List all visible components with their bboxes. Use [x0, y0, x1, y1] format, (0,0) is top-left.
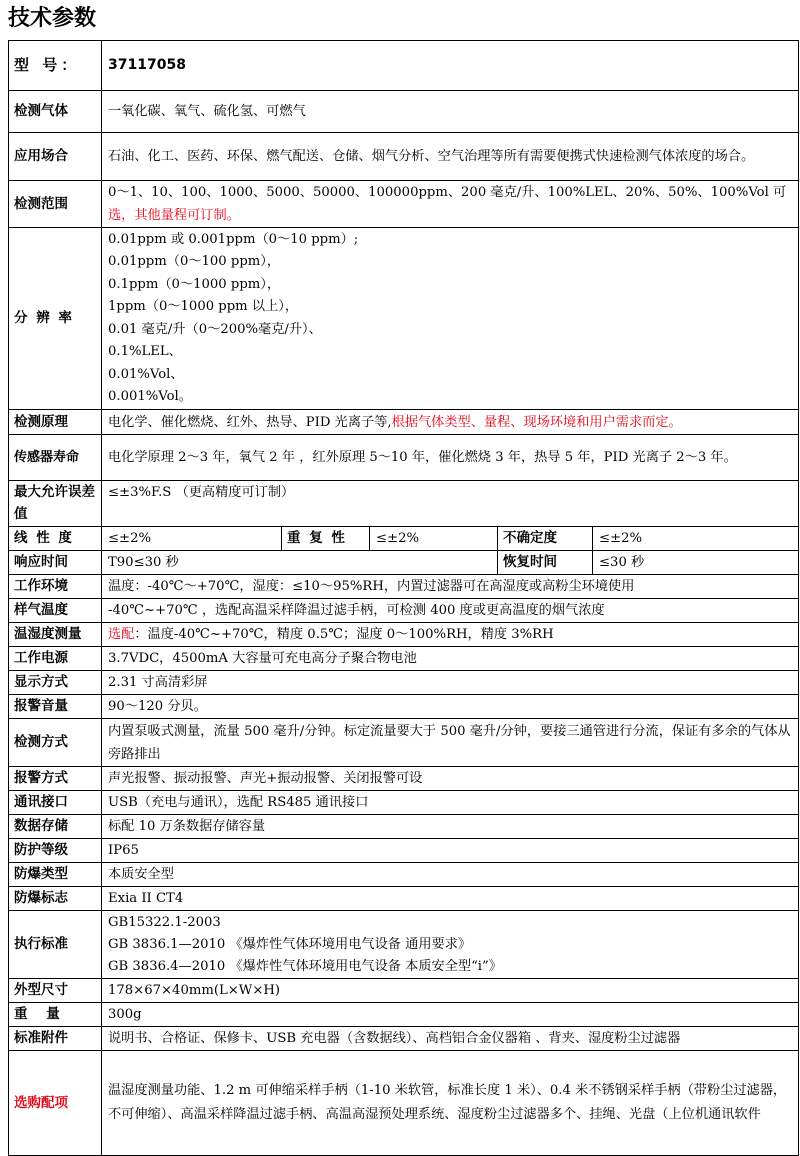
resolution-line: 1ppm（0～1000 ppm 以上），	[108, 299, 299, 314]
explosion-type-label: 防爆类型	[9, 863, 102, 887]
resolution-line: 0.1ppm（0～1000 ppm），	[108, 276, 281, 292]
row-application	[9, 133, 799, 181]
interface-label: 通讯接口	[9, 791, 102, 815]
row-display	[9, 671, 799, 695]
range-value	[102, 181, 799, 228]
resolution-line: 0.1%LEL、	[108, 344, 182, 359]
row-resolution	[9, 228, 799, 410]
row-environment	[9, 575, 799, 599]
spec-table	[8, 40, 799, 1156]
response-value: T90≤30 秒	[102, 551, 498, 575]
row-linearity	[9, 527, 799, 551]
recovery-value: ≤30 秒	[593, 551, 799, 575]
interface-value: USB（充电与通讯），选配 RS485 通讯接口	[102, 791, 799, 815]
explosion-mark-value: Exia II CT4	[102, 887, 799, 911]
accessories-value: 说明书、合格证、保修卡、USB 充电器（含数据线）、高档铝合金仪器箱 、背夹、湿度粉尘过滤器	[102, 1027, 799, 1051]
gas-label: 检测气体	[9, 91, 102, 133]
weight-value: 300g	[102, 1003, 799, 1027]
row-interface	[9, 791, 799, 815]
resolution-line: 0.01ppm 或 0.001ppm（0～10 ppm）;	[108, 231, 359, 247]
row-protection	[9, 839, 799, 863]
temp-humidity-value	[102, 623, 799, 647]
alarm-mode-value: 声光报警、振动报警、声光+振动报警、关闭报警可设	[102, 767, 799, 791]
repeatability-value: ≤±2%	[370, 527, 498, 551]
accessories-label: 标准附件	[9, 1027, 102, 1051]
row-max-error	[9, 481, 799, 527]
dimensions-label: 外型尺寸	[9, 979, 102, 1003]
row-power	[9, 647, 799, 671]
temp-humidity-text: ：温度-40℃~+70℃，精度 0.5℃；湿度 0～100%RH，精度 3%RH	[134, 627, 554, 642]
row-accessories	[9, 1027, 799, 1051]
row-principle	[9, 410, 799, 435]
row-standards	[9, 911, 799, 979]
max-error-label: 最大允许误差值	[9, 481, 102, 527]
resolution-line: 0.001%Vol。	[108, 389, 192, 404]
options-value: 温湿度测量功能、1.2 m 可伸缩采样手柄（1-10 米软管，标准长度 1 米）、0.4 米不锈钢采样手柄（带粉尘过滤器，不可伸缩）、高温采样降温过滤手柄、高温高湿预处理系统、湿度粉尘过滤器多个、挂绳、光盘（上位机通讯软件	[102, 1051, 799, 1156]
max-error-value: ≤±3%F.S （更高精度可订制）	[102, 481, 799, 527]
row-options	[9, 1051, 799, 1156]
row-weight	[9, 1003, 799, 1027]
storage-value: 标配 10 万条数据存储容量	[102, 815, 799, 839]
sensor-life-label: 传感器寿命	[9, 435, 102, 481]
row-range	[9, 181, 799, 228]
resolution-line: 0.01ppm（0～100 ppm），	[108, 254, 281, 269]
resolution-value	[102, 228, 799, 410]
row-response	[9, 551, 799, 575]
principle-text: 电化学、催化燃烧、红外、热导、PID 光离子等,	[108, 414, 392, 430]
sample-temp-label: 样气温度	[9, 599, 102, 623]
sample-temp-value: -40℃~+70℃ ，选配高温采样降温过滤手柄，可检测 400 度或更高温度的烟气浓度	[102, 599, 799, 623]
protection-label: 防护等级	[9, 839, 102, 863]
repeatability-label: 重 复 性	[282, 527, 370, 551]
linearity-label: 线 性 度	[9, 527, 102, 551]
gas-value: 一氧化碳、氧气、硫化氢、可燃气	[102, 91, 799, 133]
detection-mode-label: 检测方式	[9, 719, 102, 767]
explosion-type-value: 本质安全型	[102, 863, 799, 887]
row-explosion-mark	[9, 887, 799, 911]
range-note: 选，其他量程可订制。	[108, 208, 240, 223]
dimensions-value: 178×67×40mm(L×W×H)	[102, 979, 799, 1003]
display-label: 显示方式	[9, 671, 102, 695]
application-value: 石油、化工、医药、环保、燃气配送、仓储、烟气分析、空气治理等所有需要便携式快速检测气体浓度的场合。	[102, 133, 799, 181]
row-sample-temp	[9, 599, 799, 623]
recovery-label: 恢复时间	[498, 551, 593, 575]
principle-label: 检测原理	[9, 410, 102, 435]
standard-line: GB 3836.4—2010 《爆炸性气体环境用电气设备 本质安全型“i”》	[108, 958, 502, 974]
row-detection-mode	[9, 719, 799, 767]
row-explosion-type	[9, 863, 799, 887]
row-sensor-life	[9, 435, 799, 481]
alarm-volume-value: 90～120 分贝。	[102, 695, 799, 719]
row-alarm-mode	[9, 767, 799, 791]
temp-humidity-option: 选配	[108, 627, 135, 642]
application-label: 应用场合	[9, 133, 102, 181]
standards-value	[102, 911, 799, 979]
row-model	[9, 41, 799, 91]
power-value: 3.7VDC，4500mA 大容量可充电高分子聚合物电池	[102, 647, 799, 671]
standards-label: 执行标准	[9, 911, 102, 979]
row-storage	[9, 815, 799, 839]
row-temp-humidity	[9, 623, 799, 647]
uncertainty-value: ≤±2%	[593, 527, 799, 551]
display-value: 2.31 寸高清彩屏	[102, 671, 799, 695]
model-label: 型 号：	[9, 41, 102, 91]
range-label: 检测范围	[9, 181, 102, 228]
response-label: 响应时间	[9, 551, 102, 575]
power-label: 工作电源	[9, 647, 102, 671]
explosion-mark-label: 防爆标志	[9, 887, 102, 911]
principle-note: 根据气体类型、量程、现场环境和用户需求而定。	[391, 414, 682, 430]
options-label: 选购配项	[9, 1051, 102, 1156]
principle-value	[102, 410, 799, 435]
linearity-value: ≤±2%	[102, 527, 282, 551]
weight-label: 重 量	[9, 1003, 102, 1027]
protection-value: IP65	[102, 839, 799, 863]
environment-label: 工作环境	[9, 575, 102, 599]
page-title: 技术参数	[8, 6, 97, 31]
resolution-line: 0.01%Vol、	[108, 366, 184, 382]
storage-label: 数据存储	[9, 815, 102, 839]
uncertainty-label: 不确定度	[498, 527, 593, 551]
sensor-life-value: 电化学原理 2～3 年，氧气 2 年 ，红外原理 5～10 年，催化燃烧 3 年，热导 5 年，PID 光离子 2～3 年。	[102, 435, 799, 481]
range-text: 0～1、10、100、1000、5000、50000、100000ppm、200 毫克/升、100%LEL、20%、50%、100%Vol 可	[108, 185, 787, 200]
row-alarm-volume	[9, 695, 799, 719]
resolution-label: 分 辨 率	[9, 228, 102, 410]
row-dimensions	[9, 979, 799, 1003]
standard-line: GB15322.1-2003	[108, 914, 221, 930]
resolution-line: 0.01 毫克/升（0～200%毫克/升）、	[108, 321, 322, 337]
alarm-volume-label: 报警音量	[9, 695, 102, 719]
model-value: 37117058	[102, 41, 799, 91]
environment-value: 温度：-40℃～+70℃，湿度：≤10～95%RH，内置过滤器可在高湿度或高粉尘环境使用	[102, 575, 799, 599]
alarm-mode-label: 报警方式	[9, 767, 102, 791]
row-gas	[9, 91, 799, 133]
temp-humidity-label: 温湿度测量	[9, 623, 102, 647]
detection-mode-value: 内置泵吸式测量，流量 500 毫升/分钟。标定流量要大于 500 毫升/分钟，要接三通管进行分流，保证有多余的气体从旁路排出	[102, 719, 799, 767]
standard-line: GB 3836.1—2010 《爆炸性气体环境用电气设备 通用要求》	[108, 936, 472, 952]
